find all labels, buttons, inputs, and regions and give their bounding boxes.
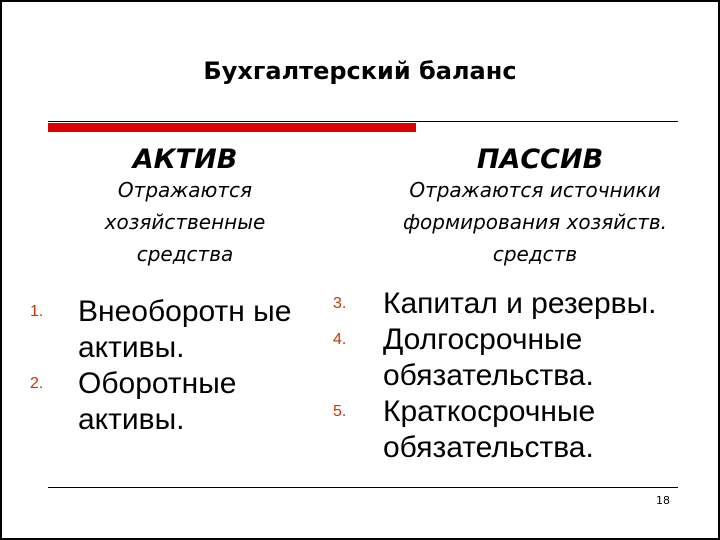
list-item-number: 2. [30,375,44,392]
list-item-text: Капитал и резервы. [383,287,657,320]
assets-heading: АКТИВ [132,144,238,175]
liabilities-heading: ПАССИВ [476,144,604,175]
list-item-number: 5. [333,403,347,420]
list-item [333,394,663,466]
page-number: 18 [656,494,670,507]
list-item-number: 4. [333,331,347,348]
list-item [30,366,300,438]
list-item [30,294,300,366]
list-item [333,286,663,322]
list-item-text: Долгосрочные обязательства. [383,323,594,392]
slide-title: Бухгалтерский баланс [203,57,517,85]
list-item-text: Краткосрочные обязательства. [383,395,596,464]
liabilities-description: Отражаются источники формирования хозяйств. средств [402,178,668,266]
top-accent-bar [48,123,416,132]
list-item-number: 3. [333,295,347,312]
assets-description: Отражаются хозяйственные средства [104,178,266,266]
top-divider-line [48,121,678,122]
bottom-divider-line [48,487,678,488]
list-item-text: Внеоборотн ые активы. [78,295,292,364]
liabilities-list [333,286,663,466]
list-item-text: Оборотные активы. [78,367,237,436]
list-item-number: 1. [30,303,44,320]
assets-list [30,294,300,438]
list-item [333,322,663,394]
